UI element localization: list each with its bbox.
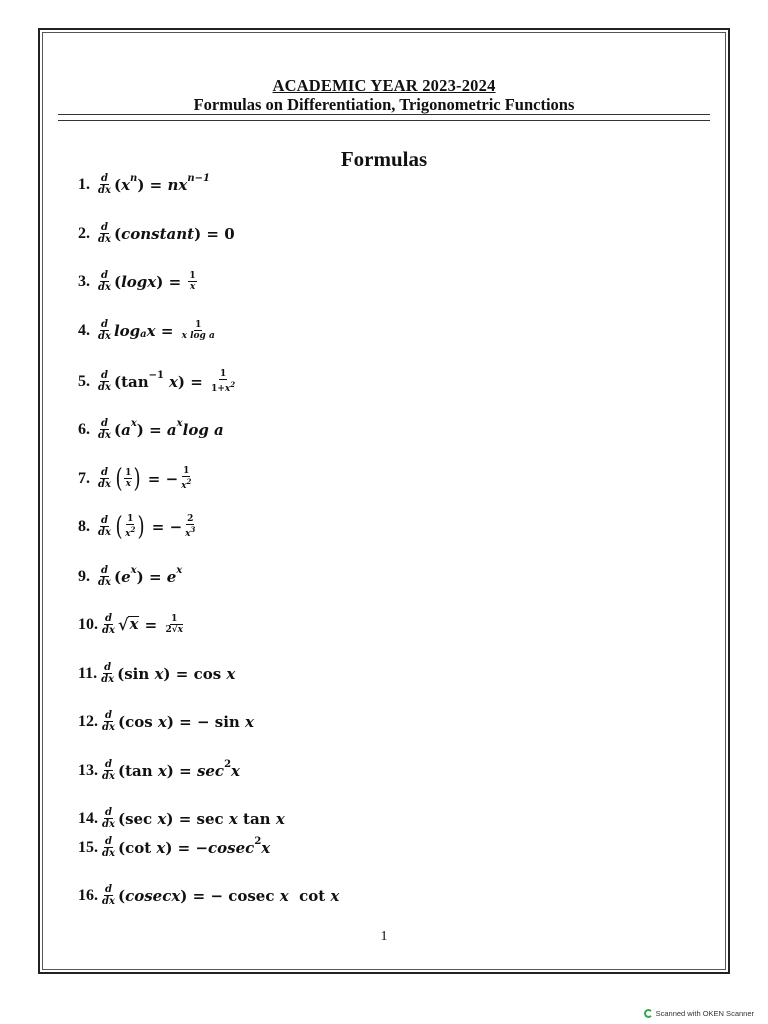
formula-number: 14. <box>78 809 98 827</box>
formula-number: 2. <box>78 224 90 242</box>
page-number: 1 <box>380 929 388 944</box>
formula-number: 11. <box>78 664 98 682</box>
derivative-operator: $\frac{d}{dx}$ <box>98 319 111 342</box>
derivative-operator: $\frac{d}{dx}$ <box>102 613 115 636</box>
formula-6: 6. $\frac{d}{dx}$ ( a x ) = a x log a <box>78 418 224 441</box>
formula-15: 15. $\frac{d}{dx}$ (cot x ) = − cosec 2 x <box>78 836 271 859</box>
formula-7: 7. $\frac{d}{dx}$ ( $\frac{1}{x}$ ) = − $\frac{1}{x^2}$ <box>78 463 192 494</box>
formula-number: 1. <box>78 175 90 193</box>
derivative-operator: $\frac{d}{dx}$ <box>102 759 115 782</box>
document-subtitle: Formulas on Differentiation, Trigonometric Functions <box>193 95 575 114</box>
formula-number: 16. <box>78 886 98 904</box>
double-rule-divider <box>58 114 710 121</box>
academic-year-heading: ACADEMIC YEAR 2023-2024 <box>272 76 496 95</box>
derivative-operator: $\frac{d}{dx}$ <box>98 515 111 538</box>
derivative-operator: $\frac{d}{dx}$ <box>102 884 115 907</box>
scanner-label: Scanned with OKEN Scanner <box>655 1009 754 1018</box>
formula-1: 1. $\frac{d}{dx}$ ( x n ) = nx n−1 <box>78 173 210 196</box>
derivative-operator: $\frac{d}{dx}$ <box>98 418 111 441</box>
formula-number: 10. <box>78 615 98 633</box>
formula-number: 6. <box>78 420 90 438</box>
formula-number: 12. <box>78 712 98 730</box>
formula-number: 13. <box>78 761 98 779</box>
formula-8: 8. $\frac{d}{dx}$ ( $\frac{1}{x^2}$ ) = − $\frac{2}{x^3}$ <box>78 511 196 542</box>
scanner-watermark <box>644 1009 754 1018</box>
formula-10: 10. $\frac{d}{dx}$ √ x = $\frac{1}{2√x}$ <box>78 613 184 636</box>
formula-3: 3. $\frac{d}{dx}$ ( logx ) = $\frac{1}{x}$ <box>78 270 196 293</box>
derivative-operator: $\frac{d}{dx}$ <box>98 222 111 245</box>
derivative-operator: $\frac{d}{dx}$ <box>98 565 111 588</box>
derivative-operator: $\frac{d}{dx}$ <box>98 270 111 293</box>
formula-16: 16. $\frac{d}{dx}$ ( cosecx ) = − cosec x cot x <box>78 884 340 907</box>
formula-number: 9. <box>78 567 90 585</box>
formula-number: 5. <box>78 372 90 390</box>
formula-2: 2. $\frac{d}{dx}$ ( constant ) = 0 <box>78 222 235 245</box>
formula-9: 9. $\frac{d}{dx}$ ( e x ) = e x <box>78 565 183 588</box>
derivative-operator: $\frac{d}{dx}$ <box>98 370 111 393</box>
derivative-operator: $\frac{d}{dx}$ <box>102 836 115 859</box>
section-title: Formulas <box>340 147 428 171</box>
derivative-operator: $\frac{d}{dx}$ <box>102 807 115 830</box>
formula-number: 7. <box>78 469 90 487</box>
formula-14: 14. $\frac{d}{dx}$ (sec x ) = sec x tan x <box>78 807 285 830</box>
oken-scanner-logo-icon <box>644 1009 653 1018</box>
formula-13: 13. $\frac{d}{dx}$ (tan x ) = sec 2 x <box>78 759 240 782</box>
derivative-operator: $\frac{d}{dx}$ <box>102 710 115 733</box>
formula-number: 8. <box>78 517 90 535</box>
formula-number: 4. <box>78 321 90 339</box>
formula-number: 15. <box>78 838 98 856</box>
derivative-operator: $\frac{d}{dx}$ <box>98 173 111 196</box>
formula-4: 4. $\frac{d}{dx}$ log a x = $\frac{1}{\text{x log a}}$ <box>78 319 215 342</box>
formula-11: 11. $\frac{d}{dx}$ (sin x ) = cos x <box>78 662 236 685</box>
formula-5: 5. $\frac{d}{dx}$ (tan −1 x ) = $\frac{1}{1+x^2}$ <box>78 369 236 394</box>
formula-12: 12. $\frac{d}{dx}$ (cos x ) = − sin x <box>78 710 254 733</box>
derivative-operator: $\frac{d}{dx}$ <box>98 467 111 490</box>
formula-number: 3. <box>78 272 90 290</box>
derivative-operator: $\frac{d}{dx}$ <box>101 662 115 685</box>
